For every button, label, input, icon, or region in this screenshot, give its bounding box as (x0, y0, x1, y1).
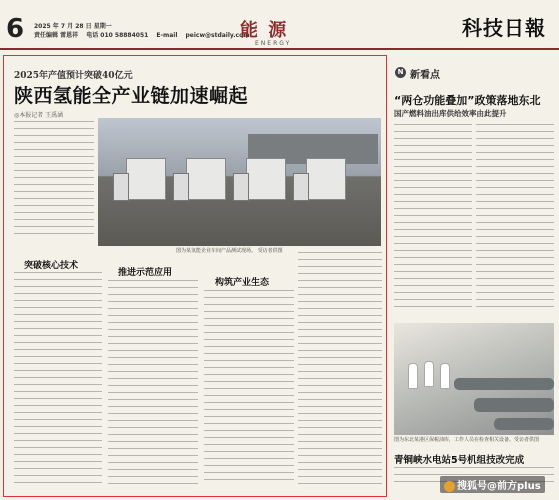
worker (440, 363, 450, 389)
article-column-4 (204, 290, 294, 494)
subhead-core-tech: 突破核心技术 (24, 261, 79, 271)
editor-name: 责任编辑 雷恩祥 (34, 32, 79, 39)
new-section-label: 新看点 (410, 70, 440, 81)
article-column-5 (298, 252, 382, 494)
bottom-article-title: 青铜峡水电站5号机组技改完成 (394, 455, 525, 466)
truck (246, 158, 286, 200)
issue-date: 2025 年 7 月 28 日 星期一 (34, 23, 112, 30)
right-article-body-1 (394, 124, 472, 320)
article-headline: 陕西氢能全产业链加速崛起 (14, 85, 249, 107)
photo-caption: 图为某氢能企业车间产品测试现场。 受访者供图 (176, 248, 283, 254)
newspaper-masthead: 科技日報 (462, 16, 546, 40)
article-column-2 (14, 272, 102, 494)
article-byline: ◎本报记者 王禹涵 (14, 112, 64, 119)
subhead-ecosystem: 构筑产业生态 (215, 278, 270, 288)
section-title: 能 源 (240, 20, 289, 41)
right-article-subtitle: 国产燃料油出库供给效率由此提升 (394, 109, 507, 118)
fuel-depot-photo (394, 323, 554, 435)
new-icon: N (395, 67, 406, 78)
article-kicker: 2025年产值预计突破40亿元 (14, 71, 133, 81)
pipe (474, 398, 554, 412)
page-number: 6 (6, 14, 25, 44)
watermark-text: 搜狐号@前方plus (457, 481, 541, 492)
section-title-en: ENERGY (255, 40, 292, 47)
right-photo-caption: 图为东北某港区保税油库，工作人员在检查相关设备。受访者供图 (394, 437, 540, 443)
right-article-body-2 (476, 124, 554, 320)
email-address: peicw@stdaily.com (185, 32, 250, 39)
subhead-demo-apps: 推进示范应用 (118, 268, 173, 278)
right-article-title: “两仓功能叠加”政策落地东北 (394, 94, 541, 107)
worker (408, 363, 418, 389)
pipe (454, 378, 554, 390)
watermark-logo-icon (444, 481, 455, 492)
watermark (440, 476, 545, 493)
email-label: E-mail (156, 32, 178, 39)
truck (186, 158, 226, 200)
pipe (494, 418, 554, 430)
page-header (0, 0, 559, 50)
worker (424, 361, 434, 387)
phone-number: 电话 010 58884051 (86, 32, 149, 39)
hydrogen-trucks-photo (98, 118, 381, 246)
truck (126, 158, 166, 200)
article-column-1 (14, 121, 94, 247)
truck (306, 158, 346, 200)
article-column-3 (108, 280, 198, 494)
header-meta (34, 22, 256, 40)
